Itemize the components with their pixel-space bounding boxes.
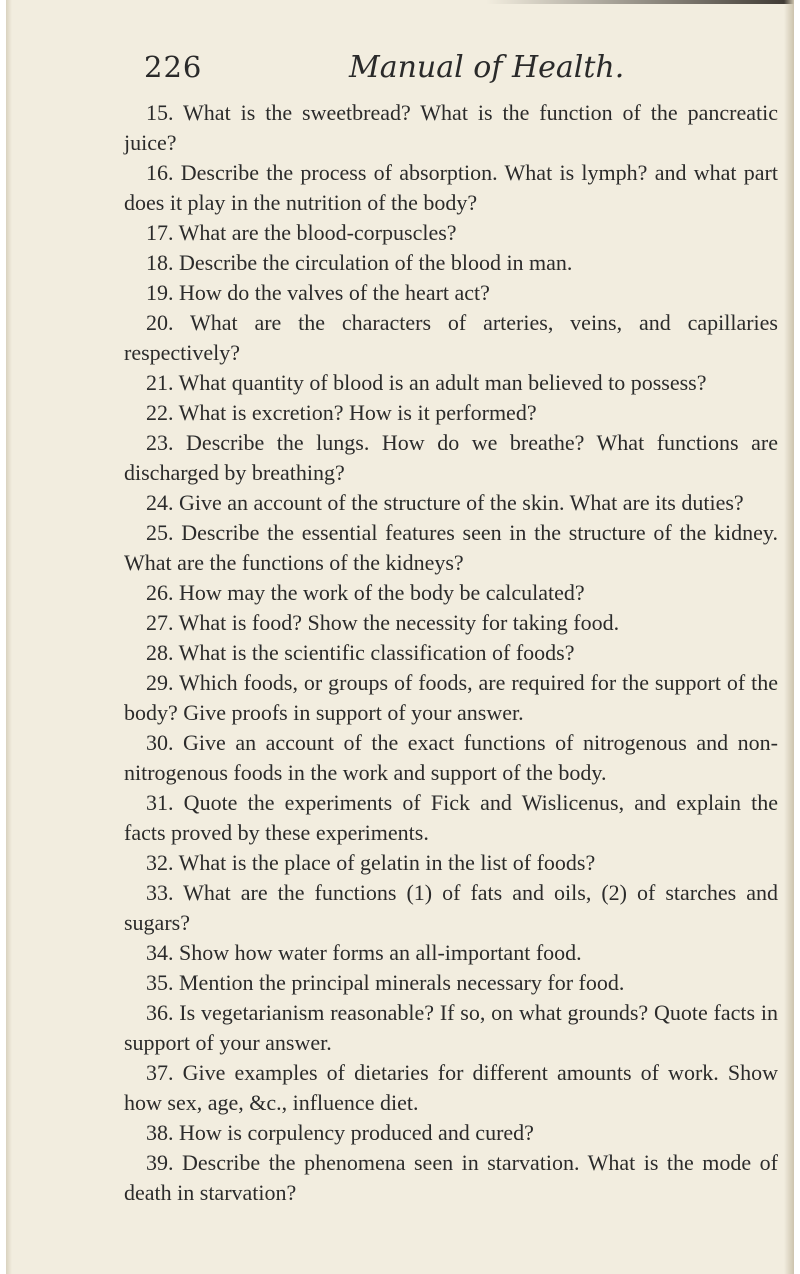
question-18: 18. Describe the circulation of the blood in man.: [146, 250, 573, 275]
question-35: 35. Mention the principal minerals necessary for food.: [146, 970, 625, 995]
question-list: [124, 98, 778, 1208]
question-16: 16. Describe the process of absorption. What is lymph? and what part does it play in the nutrition of the body?: [124, 160, 778, 215]
question-32: 32. What is the place of gelatin in the list of foods?: [146, 850, 596, 875]
question-22: 22. What is excretion? How is it performed?: [146, 400, 537, 425]
question-15: 15. What is the sweetbread? What is the function of the pancreatic juice?: [124, 100, 778, 155]
question-36: 36. Is vegetarianism reasonable? If so, on what grounds? Quote facts in support of your answer.: [124, 1000, 778, 1055]
question-24: 24. Give an account of the structure of the skin. What are its duties?: [146, 490, 744, 515]
page-edge-shadow: [486, 0, 794, 4]
question-26: 26. How may the work of the body be calculated?: [146, 580, 585, 605]
question-28: 28. What is the scientific classification of foods?: [146, 640, 575, 665]
question-27: 27. What is food? Show the necessity for taking food.: [146, 610, 620, 635]
question-37: 37. Give examples of dietaries for different amounts of work. Show how sex, age, &c., influence diet.: [124, 1060, 778, 1115]
question-20: 20. What are the characters of arteries, veins, and capillaries respectively?: [124, 310, 778, 365]
question-19: 19. How do the valves of the heart act?: [146, 280, 490, 305]
page-number: 226: [144, 50, 203, 84]
question-17: 17. What are the blood-corpuscles?: [146, 220, 457, 245]
question-31: 31. Quote the experiments of Fick and Wislicenus, and explain the facts proved by these experiments.: [124, 790, 778, 845]
running-title: Manual of Health.: [349, 50, 625, 85]
question-25: 25. Describe the essential features seen in the structure of the kidney. What are the functions of the kidneys?: [124, 520, 778, 575]
question-33: 33. What are the functions (1) of fats and oils, (2) of starches and sugars?: [124, 880, 778, 935]
question-38: 38. How is corpulency produced and cured?: [146, 1120, 534, 1145]
question-21: 21. What quantity of blood is an adult man believed to possess?: [146, 370, 707, 395]
question-30: 30. Give an account of the exact functions of nitrogenous and non-nitrogenous foods in the work and support of the body.: [124, 730, 778, 785]
question-23: 23. Describe the lungs. How do we breathe? What functions are discharged by breathing?: [124, 430, 778, 485]
question-29: 29. Which foods, or groups of foods, are required for the support of the body? Give proofs in support of your answer.: [124, 670, 778, 725]
question-34: 34. Show how water forms an all-important food.: [146, 940, 582, 965]
book-page: [6, 0, 794, 1274]
page-header: [144, 50, 704, 100]
question-39: 39. Describe the phenomena seen in starvation. What is the mode of death in starvation?: [124, 1150, 778, 1205]
